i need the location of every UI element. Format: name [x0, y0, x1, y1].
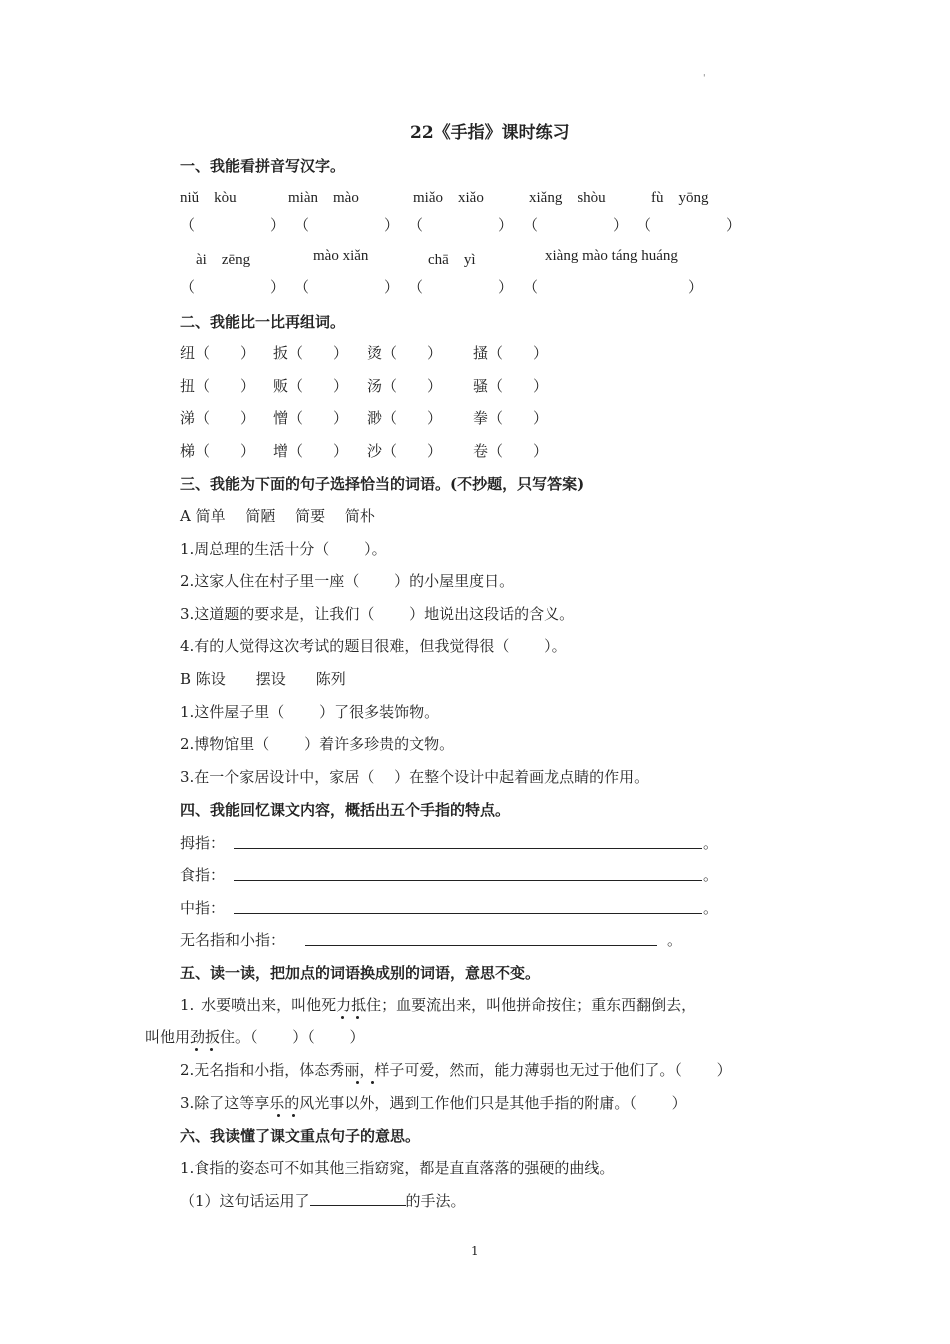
question-b-1: 1.这件屋子里（ ）了很多装饰物。	[180, 703, 440, 721]
emphasis-dot	[277, 1114, 280, 1117]
compare-cell[interactable]: 扳（ ）	[273, 344, 349, 362]
compare-cell[interactable]: 骚（ ）	[473, 377, 549, 395]
pinyin-item: fù yōng	[651, 190, 709, 206]
answer-bracket[interactable]: （ ）	[294, 216, 400, 234]
line-end: 。	[703, 834, 719, 852]
answer-bracket[interactable]: （ ）	[523, 216, 629, 234]
compare-cell[interactable]: 烫（ ）	[367, 344, 443, 362]
answer-bracket[interactable]: （ ）	[408, 216, 514, 234]
emphasis-dot	[356, 1081, 359, 1084]
emphasis-dot	[292, 1114, 295, 1117]
question-a-1: 1.周总理的生活十分（ ）。	[180, 540, 387, 558]
compare-cell[interactable]: 搔（ ）	[473, 344, 549, 362]
question-a-4: 4.有的人觉得这次考试的题目很难，但我觉得很（ ）。	[180, 637, 567, 655]
emphasis-dot	[210, 1048, 213, 1051]
compare-cell[interactable]: 梯（ ）	[180, 442, 256, 460]
compare-cell[interactable]: 憎（ ）	[273, 409, 349, 427]
emphasis-dot	[341, 1016, 344, 1019]
sub-question-text-end: 的手法。	[405, 1192, 466, 1210]
compare-cell[interactable]: 涕（ ）	[180, 409, 256, 427]
section-3-heading: 三、我能为下面的句子选择恰当的词语。(不抄题，只写答案)	[180, 475, 585, 493]
question-b-3: 3.在一个家居设计中，家居（ ）在整个设计中起着画龙点睛的作用。	[180, 768, 650, 786]
section-1-heading: 一、我能看拼音写汉字。	[180, 157, 346, 175]
compare-cell[interactable]: 扭（ ）	[180, 377, 256, 395]
answer-bracket[interactable]: （ ）	[636, 216, 742, 234]
ring-little-finger-answer-line[interactable]	[305, 945, 657, 946]
answer-bracket[interactable]: （ ）	[523, 278, 704, 296]
pinyin-item: miǎo xiǎo	[413, 190, 484, 206]
ring-little-finger-label: 无名指和小指：	[180, 931, 286, 949]
pinyin-item: mào xiǎn	[313, 248, 369, 264]
line-end: 。	[667, 931, 683, 949]
compare-cell[interactable]: 沙（ ）	[367, 442, 443, 460]
emphasis-dot	[371, 1081, 374, 1084]
section-2-heading: 二、我能比一比再组词。	[180, 313, 346, 331]
word-options-a: A 简单 简陋 简要 简朴	[180, 507, 375, 525]
compare-cell[interactable]: 卷（ ）	[473, 442, 549, 460]
compare-cell[interactable]: 纽（ ）	[180, 344, 256, 362]
question-a-3: 3.这道题的要求是，让我们（ ）地说出这段话的含义。	[180, 605, 575, 623]
compare-cell[interactable]: 贩（ ）	[273, 377, 349, 395]
thumb-answer-line[interactable]	[234, 848, 702, 849]
question-b-2: 2.博物馆里（ ）着许多珍贵的文物。	[180, 735, 455, 753]
pinyin-item: miàn mào	[288, 190, 359, 206]
answer-bracket[interactable]: （ ）	[294, 278, 400, 296]
middle-finger-label: 中指：	[180, 899, 226, 917]
sub-question-text: （1）这句话运用了	[180, 1192, 310, 1210]
page-title: 22《手指》课时练习	[410, 123, 570, 143]
pinyin-item: xiàng mào táng huáng	[545, 248, 678, 264]
page-number: 1	[471, 1244, 479, 1258]
emphasis-dot	[195, 1048, 198, 1051]
question-5-2: 2.无名指和小指，体态秀丽，样子可爱，然而，能力薄弱也无过于他们了。（ ）	[180, 1061, 732, 1079]
section-5-heading: 五、读一读，把加点的词语换成别的词语，意思不变。	[180, 964, 541, 982]
answer-bracket[interactable]: （ ）	[180, 278, 286, 296]
section-4-heading: 四、我能回忆课文内容，概括出五个手指的特点。	[180, 801, 511, 819]
thumb-label: 拇指：	[180, 834, 226, 852]
question-a-2: 2.这家人住在村子里一座（ ）的小屋里度日。	[180, 572, 515, 590]
emphasis-dot	[356, 1016, 359, 1019]
compare-cell[interactable]: 渺（ ）	[367, 409, 443, 427]
technique-answer-line[interactable]	[310, 1191, 406, 1206]
question-6-1: 1.食指的姿态可不如其他三指窈窕，都是直直落落的强硬的曲线。	[180, 1159, 615, 1177]
pinyin-item: chā yì	[428, 252, 476, 268]
header-mark: '	[703, 74, 706, 84]
question-5-1-line-1: 1. 水要喷出来，叫他死力抵住；血要流出来，叫他拼命按住；重东西翻倒去，	[180, 996, 697, 1014]
compare-cell[interactable]: 增（ ）	[273, 442, 349, 460]
index-finger-answer-line[interactable]	[234, 880, 702, 881]
answer-bracket[interactable]: （ ）	[180, 216, 286, 234]
word-options-b: B 陈设 摆设 陈列	[180, 670, 346, 688]
middle-finger-answer-line[interactable]	[234, 913, 702, 914]
section-6-heading: 六、我读懂了课文重点句子的意思。	[180, 1127, 421, 1145]
line-end: 。	[703, 866, 719, 884]
answer-bracket[interactable]: （ ）	[408, 278, 514, 296]
pinyin-item: ài zēng	[196, 252, 251, 268]
compare-cell[interactable]: 汤（ ）	[367, 377, 443, 395]
index-finger-label: 食指：	[180, 866, 226, 884]
compare-cell[interactable]: 拳（ ）	[473, 409, 549, 427]
question-5-3: 3.除了这等享乐的风光事以外，遇到工作他们只是其他手指的附庸。（ ）	[180, 1094, 687, 1112]
line-end: 。	[703, 899, 719, 917]
pinyin-item: niǔ kòu	[180, 190, 237, 206]
question-5-1-line-2: 叫他用劲扳住。（ ）（ ）	[145, 1028, 365, 1046]
pinyin-item: xiǎng shòu	[529, 190, 606, 206]
question-6-1-sub-1	[180, 1190, 466, 1211]
